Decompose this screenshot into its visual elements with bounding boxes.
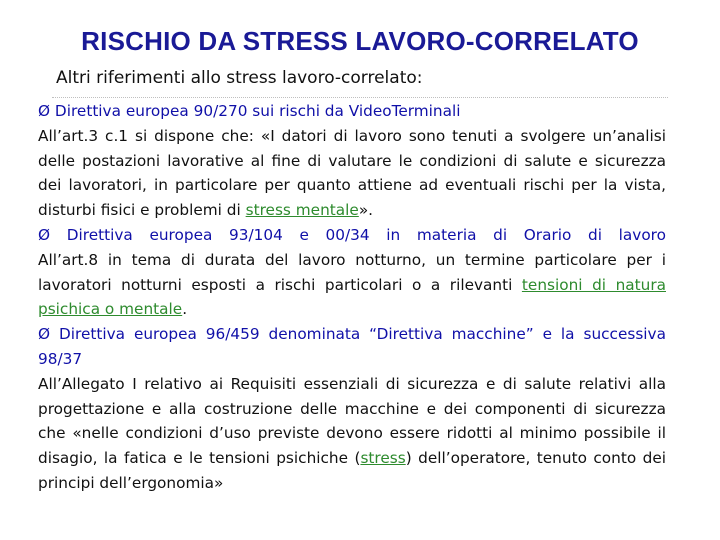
tensioni-psichiche-link[interactable]: tensioni di natura psichica o mentale: [38, 275, 666, 319]
stress-link[interactable]: stress: [360, 449, 406, 468]
divider: [52, 97, 668, 98]
subtitle: Altri riferimenti allo stress lavoro-correlato:: [56, 68, 423, 88]
section-body: [38, 124, 666, 223]
body-text: All’Allegato I relativo ai Requisiti essenziali di sicurezza e di salute relativi alla progettazione e alla costruzione delle macchine e dei componenti di sicurezza che «nelle condizioni d’uso previste devono essere ridotti al minimo possibile il disagio, la fatica e le tensioni psichiche (: [38, 374, 666, 468]
page-title: RISCHIO DA STRESS LAVORO-CORRELATO: [81, 26, 639, 56]
body-text-end: ».: [358, 201, 374, 220]
body-text-end: .: [182, 300, 188, 319]
body-text-end: ) dell’operatore, tenuto conto dei principi dell’ergonomia»: [38, 449, 666, 492]
body-text: All’art.8 in tema di durata del lavoro notturno, un termine particolare per i lavoratori notturni esposti a rischi particolari o a rilevanti: [38, 250, 666, 294]
section-heading: [38, 322, 666, 372]
section-body: [38, 248, 666, 322]
section-heading-text: Direttiva europea 93/104 e 00/34 in materia di Orario di lavoro: [66, 225, 666, 244]
arrow-bullet-icon: Ø: [38, 102, 51, 120]
arrow-bullet-icon: Ø: [38, 225, 51, 244]
stress-mentale-link[interactable]: stress mentale: [245, 201, 359, 220]
section-heading-text: Direttiva europea 96/459 denominata “Direttiva macchine” e la successiva 98/37: [38, 325, 666, 368]
arrow-bullet-icon: Ø: [38, 325, 51, 344]
section-heading: [38, 223, 666, 248]
section-body: [38, 372, 666, 496]
section-heading-text: Direttiva europea 90/270 sui rischi da VideoTerminali: [54, 102, 461, 120]
body-text: All’art.3 c.1 si dispone che: «I datori di lavoro sono tenuti a svolgere un’analisi delle postazioni lavorative al fine di valutare le condizioni di salute e sicurezza dei lavoratori, in particolare per quanto attiene ad eventuali rischi per la vista, disturbi fisici e problemi di: [38, 126, 666, 220]
section-heading: [38, 99, 666, 124]
document-body: [38, 99, 666, 496]
